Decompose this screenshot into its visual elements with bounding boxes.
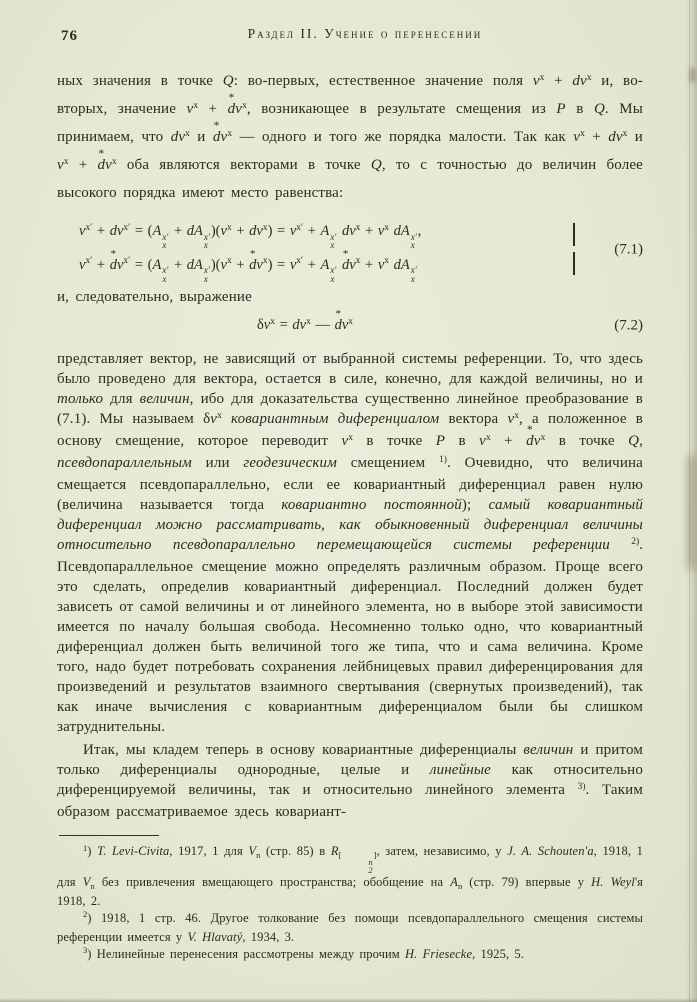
footnote-3: $^3$) Нелинейные перенесения рассмотрены между прочим H. Friesecke, 1925, 5. bbox=[83, 945, 524, 962]
footnote-rule bbox=[59, 835, 159, 836]
equation-7-2 bbox=[57, 308, 643, 340]
page-edge-mark bbox=[690, 68, 695, 82]
paragraph-continuation: ных значения в точке Q: во-первых, естественное значение поля $v^x + dv^x$ и, во-вторых, значение $v^x$ + * $dv^x$, возникающее в результате смещения из P в Q. Мы принимаем, что $dv^x$ и * $dv^x$ — одного и того же порядка малости. Так как $v^x + dv^x$ и $v^x$ + * $dv^x$ оба являются векторами в точке Q, то с точностью до величин более высокого порядка имеют место равенства: bbox=[57, 72, 644, 201]
equation-7-1-line-2: $v^{x'}$ + * $dv^{x'} = (A$ x′ x + dA x′ x )($v^x$ + * $dv^x) = v^{x'} + A$ x′ x * $dv^x + v^x$ dA x′ x bbox=[79, 247, 417, 284]
page-content bbox=[57, 26, 643, 965]
page-number: 76 bbox=[61, 28, 78, 44]
equation-7-1-lines bbox=[57, 216, 558, 283]
footnote-2: $^2$) 1918, 1 стр. 46. Другое толкование без помощи псевдопараллельного смещения системы референции имеется у V. Hlavatý, 1934, 3. bbox=[57, 909, 643, 944]
equation-7-2-line: $\delta v^x = dv^x$ — * $dv^x$ bbox=[256, 308, 354, 334]
page-bottom-shadow bbox=[0, 998, 697, 1002]
equation-7-1-line-1: $v^{x'} + dv^{x'} = (A$ x′ x + dA x′ x )$(v^x + dv^x) = v^{x'} + A$ x′ x $dv^x + v^x$ dA x′ x , bbox=[79, 222, 422, 251]
paragraph-conclusion: Итак, мы кладем теперь в основу ковариантные диференциалы величин и притом только диференциалы однородные, целые и линейные как относительно диференцируемой величины, так и относительно линейного элемента $^{3)}$. Таким образом рассматриваемое здесь ковариант- bbox=[57, 742, 643, 821]
page-edge-smudge bbox=[687, 455, 696, 570]
equation-7-1-number: (7.1) bbox=[614, 241, 643, 258]
equation-7-2-number: (7.2) bbox=[614, 317, 643, 334]
equation-7-1 bbox=[57, 216, 643, 283]
paragraph-main: представляет вектор, не зависящий от выбранной системы референции. То, что здесь было проведено для вектора, остается в силе, конечно, для каждой величины, но и только для величин, ибо для доказательства существенно линейное преобразование в (7.1). Мы называем $\delta v^x$ ковариантным диференциалом вектора $v^x$, а положенное в основу смещение, которое переводит $v^x$ в точке P в $v^x$ + * $dv^x$ в точке Q, псевдопараллельным или геодезическим смещением $^{1)}$. Очевидно, что величина смещается псевдопараллельно, если ее ковариантный диференциал равен нулю (величина называется тогда ковариантно постоянной); самый ковариантный диференциал можно рассматривать, как обыкновенный диференциал величины относительно псевдопараллельно перемещающейся системы референции $^{2)}$. Псевдопараллельное смещение можно определять различным образом. Проще всего это сделать, определив ковариантный диференциал. Последний должен будет зависеть от самой величины и от линейного элемента, но в выборе этой зависимости имеется по началу большая свобода. Несомненно только одно, что ковариантный диференциал должен быть величиной того же типа, что и сама величина. Кроме того, надо будет потребовать сохранения лейбницевых правил диференцирования для произведений и результатов взаимного свертывания (свернутых произведений), так как иначе вычисления с ковариантным диференциалом были бы слишком затруднительны. bbox=[57, 351, 644, 736]
lead-line: и, следовательно, выражение bbox=[57, 289, 252, 306]
footnote-1: $^1$) T. Levi-Civita, 1917, 1 для $V_n$ (стр. 85) в $R_[$ n 2 $_]$, затем, независимо, у J. A. Schouten'a, 1918, 1 для $V_n$ без привлечения вмещающего пространства; обобщение на $A_n$ (стр. 79) впервые у H. Weyl'я 1918, 2. bbox=[57, 842, 644, 908]
masthead bbox=[57, 26, 643, 48]
equation-system-brace bbox=[573, 223, 575, 275]
running-header: Раздел II. Учение о перенесении bbox=[247, 26, 483, 41]
